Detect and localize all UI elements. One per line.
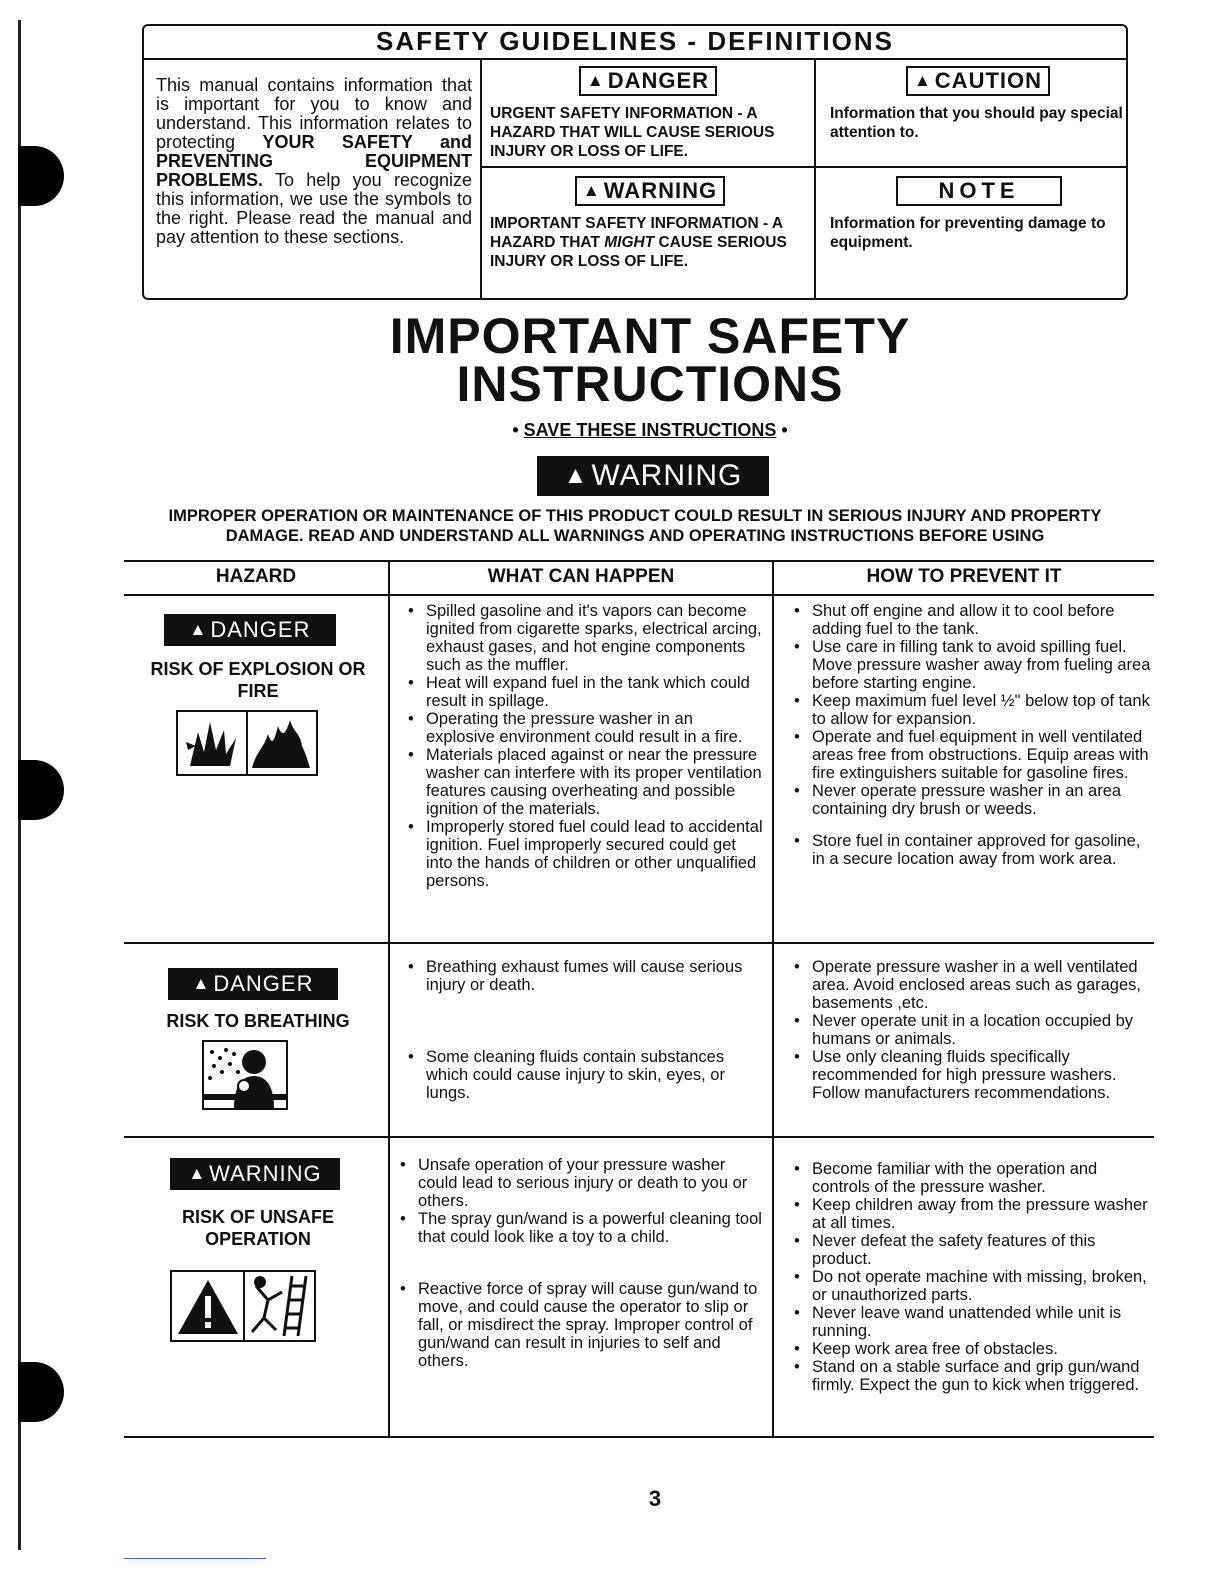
list-item: • Store fuel in container approved for gasoline, in a secure location away from work area. xyxy=(790,832,1154,868)
how-to-prevent-list xyxy=(790,602,1154,868)
warning-triangle-icon: ▲ xyxy=(563,462,589,489)
list-item: • Materials placed against or near the pressure washer can interfere with its proper ventilation features causing overheating and possible ignition of the materials. xyxy=(404,746,764,818)
list-item: • Keep maximum fuel level ½" below top of tank to allow for expansion. xyxy=(790,692,1154,728)
header-hazard: HAZARD xyxy=(215,566,297,587)
definitions-title: SAFETY GUIDELINES - DEFINITIONS xyxy=(144,26,1126,60)
danger-definition xyxy=(490,58,806,161)
warning-triangle-icon: ▲ xyxy=(913,71,932,90)
punch-hole xyxy=(18,146,64,206)
column-divider xyxy=(388,560,390,1438)
table-rule xyxy=(124,1436,1154,1438)
how-to-prevent-list xyxy=(790,1160,1154,1394)
definitions-intro xyxy=(156,76,472,247)
title-line-2: INSTRUCTIONS xyxy=(456,356,844,412)
intro-emphasis: YOUR SAFETY and PREVENTING EQUIPMENT PROBLEMS. xyxy=(156,132,472,190)
table-rule xyxy=(124,1136,1154,1138)
warning-banner: ▲ WARNING xyxy=(537,456,769,496)
warning-triangle-icon: ▲ xyxy=(586,71,605,90)
list-item: • Use only cleaning fluids specifically recommended for high pressure washers. Follow manufacturers recommendations. xyxy=(790,1048,1154,1102)
page-title xyxy=(0,308,1224,412)
intro-text-end: To help you recognize this information, we use the symbols to the right. Please read the manual and pay attention to these sections. xyxy=(156,170,472,247)
danger-label: ▲ DANGER xyxy=(579,66,717,96)
list-item: • The spray gun/wand is a powerful cleaning tool that could look like a toy to a child. xyxy=(396,1210,762,1246)
list-item: • Use care in filling tank to avoid spilling fuel. Move pressure washer away from fueling area before starting engine. xyxy=(790,638,1154,692)
danger-badge: ▲ DANGER xyxy=(168,968,338,1000)
breathing-hazard-icon xyxy=(202,1040,288,1110)
explosion-fire-icon xyxy=(176,710,318,776)
list-item: • Some cleaning fluids contain substances which could cause injury to skin, eyes, or lungs. xyxy=(404,1048,764,1102)
note-definition xyxy=(830,168,1128,252)
warning-triangle-icon: ▲ xyxy=(188,1164,207,1183)
list-item: • Never operate unit in a location occupied by humans or animals. xyxy=(790,1012,1154,1048)
danger-text: URGENT SAFETY INFORMATION - A HAZARD THAT WILL CAUSE SERIOUS INJURY OR LOSS OF LIFE. xyxy=(490,105,775,160)
list-item: • Operating the pressure washer in an explosive environment could result in a fire. xyxy=(404,710,764,746)
warning-definition xyxy=(490,168,810,271)
table-rule xyxy=(124,942,1154,944)
save-instructions: • SAVE THESE INSTRUCTIONS • xyxy=(512,420,788,440)
header-how-to-prevent: HOW TO PREVENT IT xyxy=(866,566,1062,587)
column-divider xyxy=(772,560,774,1438)
table-rule xyxy=(124,560,1154,562)
list-item: • Unsafe operation of your pressure washer could lead to serious injury or death to you or others. xyxy=(396,1156,762,1210)
caution-definition xyxy=(830,58,1126,142)
header-what-can-happen: WHAT CAN HAPPEN xyxy=(487,566,675,587)
how-to-prevent-list xyxy=(790,958,1154,1102)
unsafe-operation-icon xyxy=(170,1270,316,1342)
hazard-table xyxy=(124,560,1154,1440)
list-item: • Operate and fuel equipment in well ventilated areas free from obstructions. Equip areas with fire extinguishers suitable for gasoline fires. xyxy=(790,728,1154,782)
list-item: • Reactive force of spray will cause gun/wand to move, and could cause the operator to slip or fall, or misdirect the spray. Improper control of gun/wand can result in injuries to self and others. xyxy=(396,1280,762,1370)
list-item: • Breathing exhaust fumes will cause serious injury or death. xyxy=(404,958,764,994)
intro-text: This manual contains information that is important for you to know and understand. This information relates to protecting xyxy=(156,75,472,152)
list-item: • Spilled gasoline and it's vapors can become ignited from cigarette sparks, electrical arcing, exhaust gases, and hot engine components such as the muffler. xyxy=(404,602,764,674)
danger-badge: ▲ DANGER xyxy=(164,614,336,646)
what-can-happen-list xyxy=(404,958,764,1102)
list-item: • Keep children away from the pressure washer at all times. xyxy=(790,1196,1154,1232)
warning-badge: ▲ WARNING xyxy=(170,1158,340,1190)
what-can-happen-list xyxy=(404,602,764,890)
what-can-happen-list xyxy=(396,1156,762,1370)
note-label: NOTE xyxy=(896,176,1062,206)
warning-text: IMPORTANT SAFETY INFORMATION - A HAZARD THAT MIGHT CAUSE SERIOUS INJURY OR LOSS OF LIFE. xyxy=(490,215,787,270)
divider xyxy=(814,58,816,300)
list-item: • Become familiar with the operation and controls of the pressure washer. xyxy=(790,1160,1154,1196)
list-item: • Never operate pressure washer in an area containing dry brush or weeds. xyxy=(790,782,1154,818)
list-item: • Do not operate machine with missing, broken, or unauthorized parts. xyxy=(790,1268,1154,1304)
list-item: • Keep work area free of obstacles. xyxy=(790,1340,1154,1358)
warning-statement: IMPROPER OPERATION OR MAINTENANCE OF THIS PRODUCT COULD RESULT IN SERIOUS INJURY AND PROPERTY DAMAGE. READ AND UNDERSTAND ALL WARNINGS AND OPERATING INSTRUCTIONS BEFORE USING xyxy=(168,507,1102,545)
title-line-1: IMPORTANT SAFETY xyxy=(389,308,911,364)
punch-hole xyxy=(18,1362,64,1422)
safety-definitions-box xyxy=(142,24,1128,300)
table-rule xyxy=(124,594,1154,596)
save-instructions-text: SAVE THESE INSTRUCTIONS xyxy=(523,420,777,440)
divider xyxy=(480,58,482,300)
list-item: • Never leave wand unattended while unit is running. xyxy=(790,1304,1154,1340)
list-item: • Operate pressure washer in a well ventilated area. Avoid enclosed areas such as garages, basements ,etc. xyxy=(790,958,1154,1012)
page-number: 3 xyxy=(648,1486,662,1511)
hazard-label: RISK TO BREATHING xyxy=(166,1011,350,1031)
punch-hole xyxy=(18,760,64,820)
hazard-label: RISK OF EXPLOSION OR FIRE xyxy=(150,659,366,701)
caution-text: Information that you should pay special attention to. xyxy=(830,105,1123,141)
warning-triangle-icon: ▲ xyxy=(582,181,601,200)
warning-triangle-icon: ▲ xyxy=(189,620,208,639)
footer-rule xyxy=(124,1558,266,1559)
list-item: • Shut off engine and allow it to cool before adding fuel to the tank. xyxy=(790,602,1154,638)
list-item: • Never defeat the safety features of this product. xyxy=(790,1232,1154,1268)
list-item: • Stand on a stable surface and grip gun/wand firmly. Expect the gun to kick when triggered. xyxy=(790,1358,1154,1394)
warning-label: ▲ WARNING xyxy=(575,176,725,206)
list-item: • Heat will expand fuel in the tank which could result in spillage. xyxy=(404,674,764,710)
warning-triangle-icon: ▲ xyxy=(192,974,211,993)
list-item: • Improperly stored fuel could lead to accidental ignition. Fuel improperly secured could get into the hands of children or other unqualified persons. xyxy=(404,818,764,890)
note-text: Information for preventing damage to equipment. xyxy=(830,215,1106,251)
caution-label: ▲ CAUTION xyxy=(906,66,1050,96)
hazard-label: RISK OF UNSAFE OPERATION xyxy=(181,1207,334,1249)
